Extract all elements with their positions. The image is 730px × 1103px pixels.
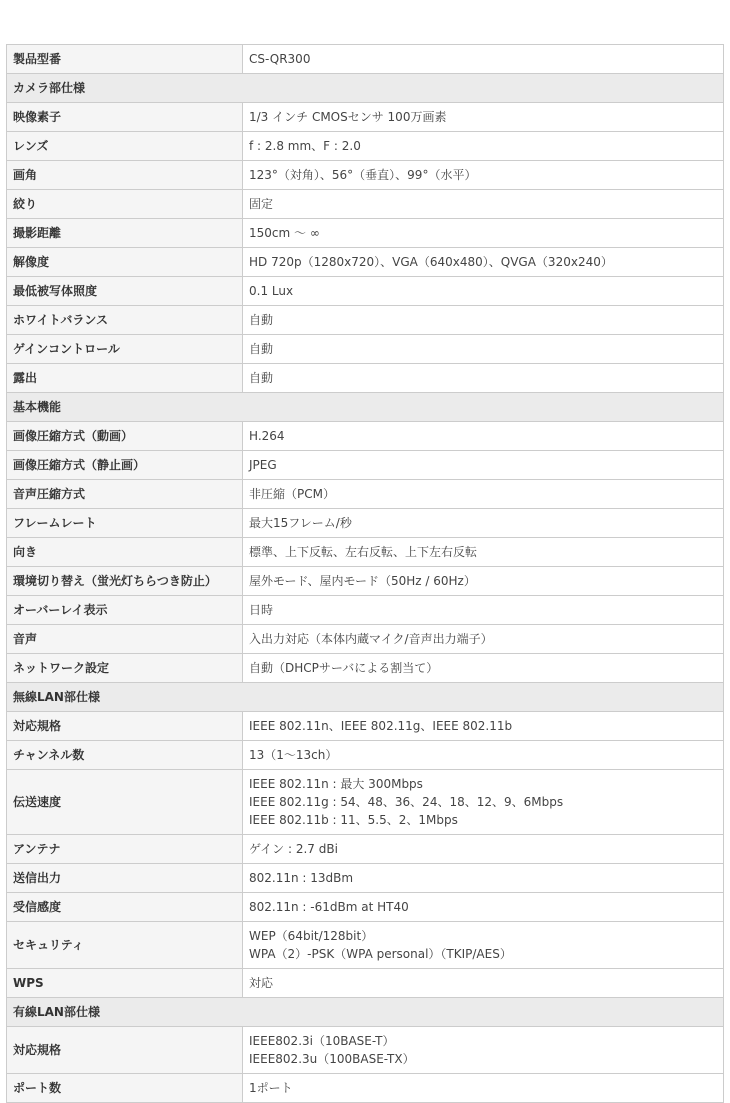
spec-value: [243, 161, 724, 190]
section-header: 有線LAN部仕様: [7, 998, 724, 1027]
spec-row: [7, 625, 724, 654]
spec-label: オーバーレイ表示: [7, 596, 243, 625]
spec-value: [243, 969, 724, 998]
spec-table: [6, 44, 724, 1103]
spec-label: 対応規格: [7, 712, 243, 741]
spec-label: 画角: [7, 161, 243, 190]
spec-label: 向き: [7, 538, 243, 567]
spec-row: [7, 770, 724, 835]
spec-row: [7, 335, 724, 364]
spec-value-line: 1/3 インチ CMOSセンサ 100万画素: [249, 110, 447, 124]
section-header-row: [7, 683, 724, 712]
spec-value: [243, 770, 724, 835]
spec-value: [243, 567, 724, 596]
spec-value: [243, 277, 724, 306]
spec-value: [243, 741, 724, 770]
spec-value-line: IEEE802.3u（100BASE-TX）: [249, 1052, 415, 1066]
spec-value-line: IEEE802.3i（10BASE-T）: [249, 1034, 395, 1048]
spec-value: [243, 306, 724, 335]
spec-label: 音声圧縮方式: [7, 480, 243, 509]
spec-value-line: HD 720p（1280x720）、VGA（640x480）、QVGA（320x240）: [249, 255, 613, 269]
spec-row: [7, 1074, 724, 1103]
spec-value-line: IEEE 802.11g : 54、48、36、24、18、12、9、6Mbps: [249, 795, 564, 809]
spec-value: [243, 596, 724, 625]
spec-value-line: IEEE 802.11n : 最大 300Mbps: [249, 777, 423, 791]
spec-value: [243, 1027, 724, 1074]
spec-value: [243, 219, 724, 248]
spec-label: 撮影距離: [7, 219, 243, 248]
spec-label: フレームレート: [7, 509, 243, 538]
spec-value: [243, 422, 724, 451]
spec-value-line: JPEG: [249, 458, 277, 472]
spec-value-line: 日時: [249, 603, 274, 617]
section-header-row: [7, 998, 724, 1027]
spec-value: [243, 835, 724, 864]
spec-row: [7, 741, 724, 770]
spec-value-line: 13（1～13ch）: [249, 748, 338, 762]
spec-row: [7, 277, 724, 306]
spec-value: [243, 480, 724, 509]
spec-row: [7, 132, 724, 161]
spec-value-line: 802.11n : 13dBm: [249, 871, 354, 885]
spec-row: [7, 893, 724, 922]
spec-value-line: 標準、上下反転、左右反転、上下左右反転: [249, 545, 478, 559]
spec-label: アンテナ: [7, 835, 243, 864]
spec-value: [243, 248, 724, 277]
spec-value-line: 最大15フレーム/秒: [249, 516, 352, 530]
spec-value-line: f : 2.8 mm、F : 2.0: [249, 139, 361, 153]
spec-label: 画像圧縮方式（動画）: [7, 422, 243, 451]
spec-label: セキュリティ: [7, 922, 243, 969]
spec-value: [243, 712, 724, 741]
spec-row: [7, 103, 724, 132]
spec-row: [7, 567, 724, 596]
spec-value: [243, 45, 724, 74]
spec-label: チャンネル数: [7, 741, 243, 770]
spec-label: 絞り: [7, 190, 243, 219]
spec-value: [243, 364, 724, 393]
spec-value-line: CS-QR300: [249, 52, 311, 66]
spec-row: [7, 45, 724, 74]
spec-value-line: 屋外モード、屋内モード（50Hz / 60Hz）: [249, 574, 476, 588]
section-header: 基本機能: [7, 393, 724, 422]
spec-label: 対応規格: [7, 1027, 243, 1074]
spec-label: レンズ: [7, 132, 243, 161]
spec-value-line: IEEE 802.11b : 11、5.5、2、1Mbps: [249, 813, 458, 827]
spec-label: 送信出力: [7, 864, 243, 893]
spec-label: WPS: [7, 969, 243, 998]
section-header-row: [7, 74, 724, 103]
spec-row: [7, 1027, 724, 1074]
spec-row: [7, 538, 724, 567]
spec-label: 音声: [7, 625, 243, 654]
spec-value-line: 入出力対応（本体内蔵マイク/音声出力端子）: [249, 632, 493, 646]
spec-value-line: 1ポート: [249, 1081, 293, 1095]
spec-row: [7, 654, 724, 683]
spec-label: 映像素子: [7, 103, 243, 132]
spec-row: [7, 248, 724, 277]
section-header: カメラ部仕様: [7, 74, 724, 103]
spec-row: [7, 451, 724, 480]
spec-value: [243, 132, 724, 161]
spec-label: 露出: [7, 364, 243, 393]
spec-value: [243, 1074, 724, 1103]
spec-row: [7, 219, 724, 248]
spec-row: [7, 509, 724, 538]
spec-value: [243, 538, 724, 567]
spec-label: ゲインコントロール: [7, 335, 243, 364]
spec-value: [243, 103, 724, 132]
spec-label: ポート数: [7, 1074, 243, 1103]
spec-row: [7, 596, 724, 625]
spec-value-line: 対応: [249, 976, 274, 990]
spec-row: [7, 422, 724, 451]
spec-row: [7, 306, 724, 335]
spec-value: [243, 922, 724, 969]
spec-value-line: 自動: [249, 371, 274, 385]
spec-label: 製品型番: [7, 45, 243, 74]
spec-value: [243, 451, 724, 480]
spec-row: [7, 922, 724, 969]
spec-row: [7, 190, 724, 219]
spec-value-line: 自動: [249, 313, 274, 327]
spec-value-line: 123°（対角）、56°（垂直）、99°（水平）: [249, 168, 477, 182]
spec-label: 環境切り替え（蛍光灯ちらつき防止）: [7, 567, 243, 596]
spec-label: 受信感度: [7, 893, 243, 922]
spec-value: [243, 190, 724, 219]
spec-row: [7, 969, 724, 998]
spec-row: [7, 864, 724, 893]
spec-value: [243, 893, 724, 922]
spec-value-line: 150cm ～ ∞: [249, 226, 320, 240]
spec-row: [7, 835, 724, 864]
spec-value-line: ゲイン : 2.7 dBi: [249, 842, 338, 856]
spec-label: 伝送速度: [7, 770, 243, 835]
spec-value: [243, 509, 724, 538]
spec-value-line: WEP（64bit/128bit）: [249, 929, 374, 943]
spec-value: [243, 625, 724, 654]
spec-value-line: 自動: [249, 342, 274, 356]
spec-value-line: H.264: [249, 429, 285, 443]
spec-value-line: IEEE 802.11n、IEEE 802.11g、IEEE 802.11b: [249, 719, 513, 733]
spec-label: ネットワーク設定: [7, 654, 243, 683]
spec-value: [243, 864, 724, 893]
spec-row: [7, 161, 724, 190]
spec-value-line: 固定: [249, 197, 274, 211]
spec-label: 最低被写体照度: [7, 277, 243, 306]
spec-value: [243, 335, 724, 364]
spec-value-line: WPA（2）-PSK（WPA personal）（TKIP/AES）: [249, 947, 512, 961]
section-header-row: [7, 393, 724, 422]
spec-value-line: 非圧縮（PCM）: [249, 487, 335, 501]
spec-row: [7, 364, 724, 393]
spec-table-body: [7, 45, 724, 1103]
spec-value-line: 0.1 Lux: [249, 284, 294, 298]
spec-label: ホワイトバランス: [7, 306, 243, 335]
spec-value-line: 802.11n : -61dBm at HT40: [249, 900, 409, 914]
spec-label: 画像圧縮方式（静止画）: [7, 451, 243, 480]
spec-label: 解像度: [7, 248, 243, 277]
spec-value: [243, 654, 724, 683]
spec-row: [7, 712, 724, 741]
section-header: 無線LAN部仕様: [7, 683, 724, 712]
spec-value-line: 自動（DHCPサーバによる割当て）: [249, 661, 439, 675]
spec-row: [7, 480, 724, 509]
